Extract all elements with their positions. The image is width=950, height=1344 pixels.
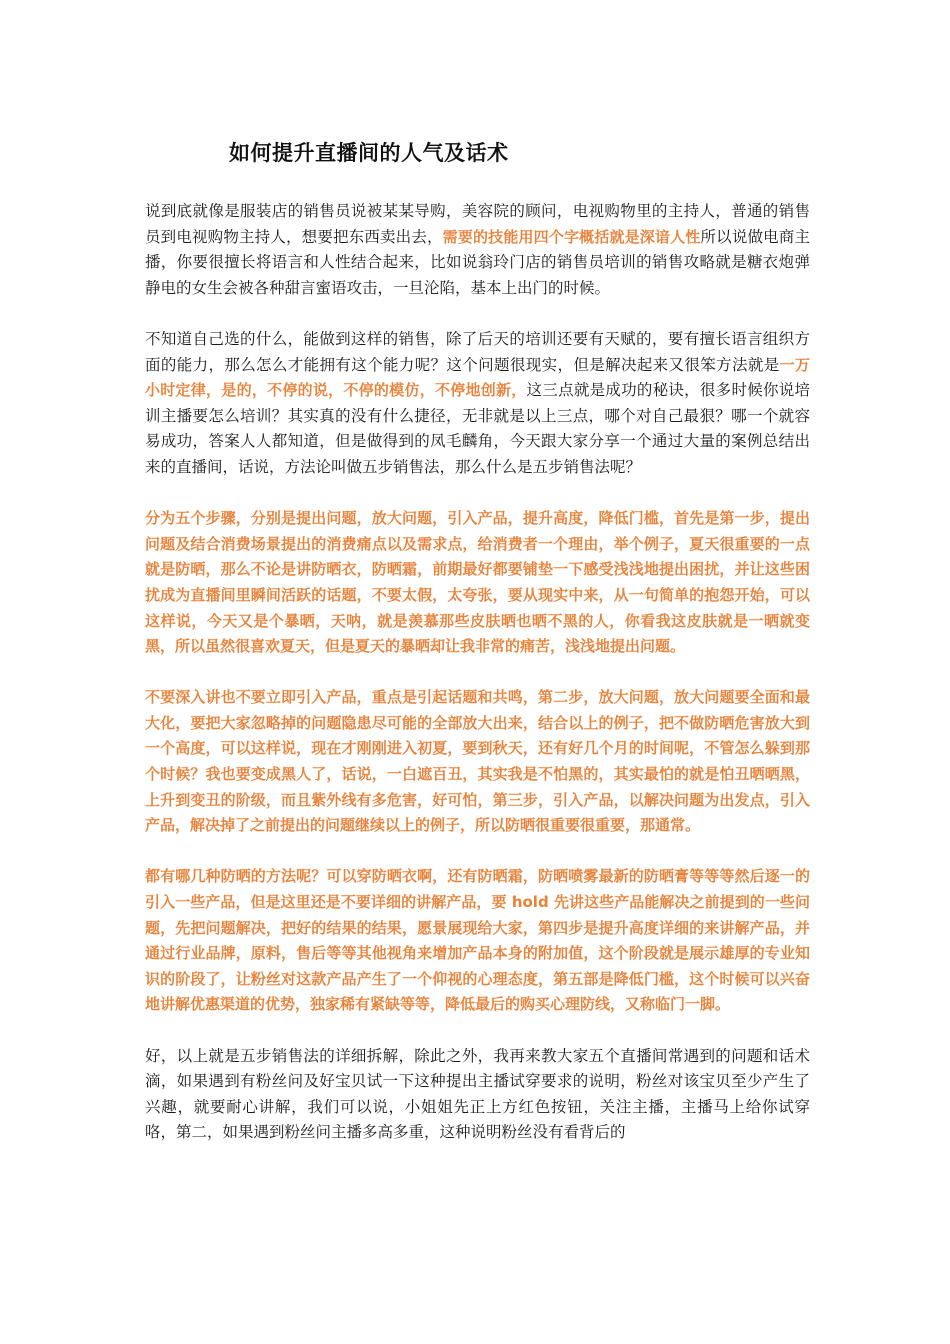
paragraph-6: 好，以上就是五步销售法的详细拆解，除此之外，我再来教大家五个直播间常遇到的问题和话术滴，如果遇到有粉丝问及好宝贝试一下这种提出主播试穿要求的说明，粉丝对该宝贝至少产生了兴趣，就要耐心讲解，我们可以说，小姐姐先正上方红色按钮，关注主播，主播马上给你试穿咯，第二，如果遇到粉丝问主播多高多重，这种说明粉丝没有看背后的 xyxy=(145,1046,810,1142)
paragraph-2 xyxy=(145,327,810,481)
paragraph-1-highlight: 需要的技能用四个字概括就是深谙人性 xyxy=(442,227,701,246)
paragraph-3: 分为五个步骤，分别是提出问题，放大问题，引入产品，提升高度，降低门槛，首先是第一步，提出问题及结合消费场景提出的消费痛点以及需求点，给消费者一个理由，举个例子，夏天很重要的一点就是防晒，那么不论是讲防晒衣，防晒霜，前期最好都要铺垫一下感受浅浅地提出困扰，并让这些困扰成为直播间里瞬间活跃的话题，不要太假，太夸张，要从现实中来，从一句简单的抱怨开始，可以这样说，今天又是个暴晒，天呐，就是羡慕那些皮肤晒也晒不黑的人，你看我这皮肤就是一晒就变黑，所以虽然很喜欢夏天，但是夏天的暴晒却让我非常的痛苦，浅浅地提出问题。 xyxy=(145,509,810,656)
paragraph-2-text-c: 这三点就是成功的秘诀，很多时候你说培训主播要怎么培训？其实真的没有什么捷径，无非就是以上三点，哪个对自己最狠？哪一个就容易成功，答案人人都知道，但是做得到的凤毛麟角，今天跟大家分享一个通过大量的案例总结出来的直播间，话说，方法论叫做五步销售法，那么什么是五步销售法呢？ xyxy=(145,381,810,476)
paragraph-4: 不要深入讲也不要立即引入产品，重点是引起话题和共鸣，第二步，放大问题，放大问题要全面和最大化，要把大家忽略掉的问题隐患尽可能的全部放大出来，结合以上的例子，把不做防晒危害放大到一个高度，可以这样说，现在才刚刚进入初夏，要到秋天，还有好几个月的时间呢，不管怎么躲到那个时候？我也要变成黑人了，话说，一白遮百丑，其实我是不怕黑的，其实最怕的就是怕丑晒晒黑，上升到变丑的阶级，而且紫外线有多危害，好可怕，第三步，引入产品，以解决问题为出发点，引入产品，解决掉了之前提出的问题继续以上的例子，所以防晒很重要很重要，那通常。 xyxy=(145,688,810,835)
paragraph-5: 都有哪几种防晒的方法呢？可以穿防晒衣啊，还有防晒霜，防晒喷雾最新的防晒膏等等等然后逐一的引入一些产品，但是这里还是不要详细的讲解产品，要 hold 先讲这些产品能解决之前提到的一些问题，先把问题解决，把好的结果的结果，愿景展现给大家，第四步是提升高度详细的来讲解产品，并通过行业品牌，原料，售后等等其他视角来增加产品本身的附加值，这个阶段就是展示雄厚的专业知识的阶段了，让粉丝对这款产品产生了一个仰视的心理态度，第五部是降低门槛，这个时候可以兴奋地讲解优惠渠道的优势，独家稀有紧缺等等，降低最后的购买心理防线，又称临门一脚。 xyxy=(145,867,810,1014)
document-title: 如何提升直播间的人气及话术 xyxy=(229,141,509,165)
document-body xyxy=(145,199,810,1172)
paragraph-1 xyxy=(145,199,810,301)
paragraph-1-text-c: 所以说做电商主播，你要很擅长将语言和人性结合起来，比如说翁玲门店的销售员培训的销售攻略就是糖衣炮弹静电的女生会被各种甜言蜜语攻击，一旦沦陷，基本上出门的时候。 xyxy=(145,227,810,297)
paragraph-2-text-a: 不知道自己选的什么，能做到这样的销售，除了后天的培训还要有天赋的，要有擅长语言组织方面的能力，那么怎么才能拥有这个能力呢？这个问题很现实，但是解决起来又很笨方法就是 xyxy=(145,329,810,374)
paragraph-1-text-a: 说到底就像是服装店的销售员说被某某导购，美容院的顾问，电视购物里的主持人，普通的销售员到电视购物主持人，想要把东西卖出去， xyxy=(145,202,810,246)
paragraph-2-highlight: 一万小时定律，是的，不停的说，不停的模仿，不停地创新， xyxy=(145,355,810,400)
